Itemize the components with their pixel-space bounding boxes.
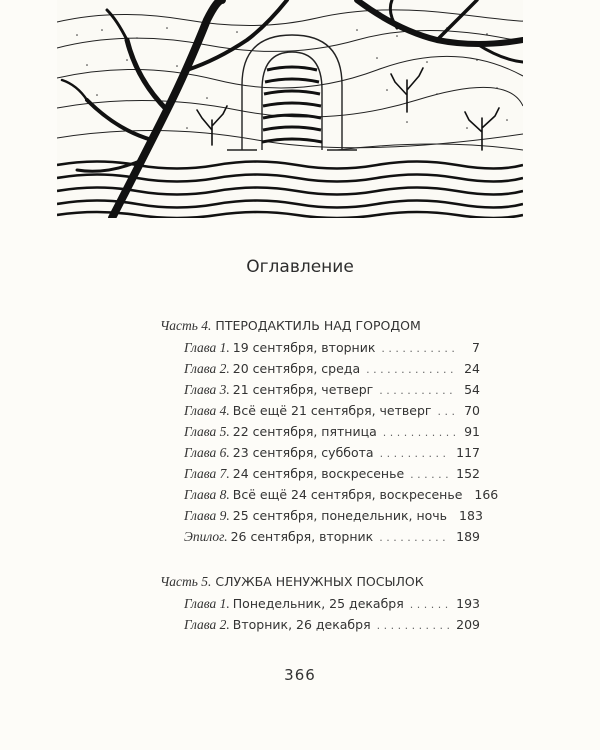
toc-part-heading[interactable] bbox=[160, 318, 421, 334]
entry-title: 24 сентября, воскресенье bbox=[232, 466, 405, 481]
leader-dots bbox=[410, 598, 450, 611]
entry-page: 189 bbox=[456, 529, 480, 544]
entry-title: Всё ещё 21 сентября, четверг bbox=[232, 403, 432, 418]
toc-title: Оглавление bbox=[246, 257, 354, 277]
entry-page: 193 bbox=[456, 596, 480, 611]
part-label: Часть 4. bbox=[160, 318, 212, 333]
toc-entry[interactable] bbox=[184, 424, 480, 442]
entry-label: Глава 7. bbox=[184, 466, 230, 481]
toc-entry[interactable] bbox=[184, 340, 480, 358]
entry-label: Глава 5. bbox=[184, 424, 230, 439]
leader-dots bbox=[380, 447, 451, 460]
entry-page: 209 bbox=[456, 617, 480, 632]
part-title: ПТЕРОДАКТИЛЬ НАД ГОРОДОМ bbox=[215, 318, 421, 333]
entry-title: 20 сентября, среда bbox=[232, 361, 361, 376]
leader-dots bbox=[383, 426, 456, 439]
leader-dots bbox=[437, 405, 456, 418]
entry-title: 21 сентября, четверг bbox=[232, 382, 374, 397]
toc-entry[interactable] bbox=[184, 466, 480, 484]
page-number: 366 bbox=[284, 666, 316, 684]
entry-page: 152 bbox=[456, 466, 480, 481]
entry-page: 24 bbox=[464, 361, 480, 376]
entry-title: 26 сентября, вторник bbox=[230, 529, 374, 544]
part-label: Часть 5. bbox=[160, 574, 212, 589]
winter-landscape-illustration bbox=[57, 0, 523, 218]
part-title: СЛУЖБА НЕНУЖНЫХ ПОСЫЛОК bbox=[215, 574, 424, 589]
entry-page: 54 bbox=[464, 382, 480, 397]
toc-entry[interactable] bbox=[184, 445, 480, 463]
entry-page: 117 bbox=[456, 445, 480, 460]
entry-page: 183 bbox=[459, 508, 483, 523]
entry-title: 19 сентября, вторник bbox=[232, 340, 376, 355]
entry-title: 23 сентября, суббота bbox=[232, 445, 374, 460]
entry-label: Глава 6. bbox=[184, 445, 230, 460]
leader-dots bbox=[379, 384, 456, 397]
leader-dots bbox=[379, 531, 450, 544]
entry-page: 7 bbox=[472, 340, 480, 355]
entry-label: Глава 2. bbox=[184, 617, 230, 632]
leader-dots bbox=[377, 619, 451, 632]
entry-label: Глава 9. bbox=[184, 508, 230, 523]
toc-entry[interactable] bbox=[184, 508, 483, 526]
entry-label: Глава 1. bbox=[184, 340, 230, 355]
entry-label: Глава 3. bbox=[184, 382, 230, 397]
entry-title: Вторник, 26 декабря bbox=[232, 617, 371, 632]
toc-entry[interactable] bbox=[184, 361, 480, 379]
toc-entry[interactable] bbox=[184, 617, 480, 635]
entry-title: Всё ещё 24 сентября, воскресенье bbox=[232, 487, 463, 502]
toc-part-heading[interactable] bbox=[160, 574, 424, 590]
entry-title: 22 сентября, пятница bbox=[232, 424, 377, 439]
leader-dots bbox=[366, 363, 456, 376]
toc-entry[interactable] bbox=[184, 403, 480, 421]
entry-page: 91 bbox=[464, 424, 480, 439]
entry-page: 166 bbox=[474, 487, 499, 502]
leader-dots bbox=[410, 468, 450, 481]
toc-entry[interactable] bbox=[184, 529, 480, 547]
leader-dots bbox=[381, 342, 456, 355]
entry-label: Глава 2. bbox=[184, 361, 230, 376]
toc-entry[interactable] bbox=[184, 382, 480, 400]
entry-label: Глава 4. bbox=[184, 403, 230, 418]
toc-entry[interactable] bbox=[184, 487, 499, 505]
entry-label: Глава 8. bbox=[184, 487, 230, 502]
entry-title: Понедельник, 25 декабря bbox=[232, 596, 404, 611]
entry-title: 25 сентября, понедельник, ночь bbox=[232, 508, 448, 523]
toc-entry[interactable] bbox=[184, 596, 480, 614]
entry-page: 70 bbox=[464, 403, 480, 418]
entry-label: Эпилог. bbox=[184, 529, 228, 544]
entry-label: Глава 1. bbox=[184, 596, 230, 611]
